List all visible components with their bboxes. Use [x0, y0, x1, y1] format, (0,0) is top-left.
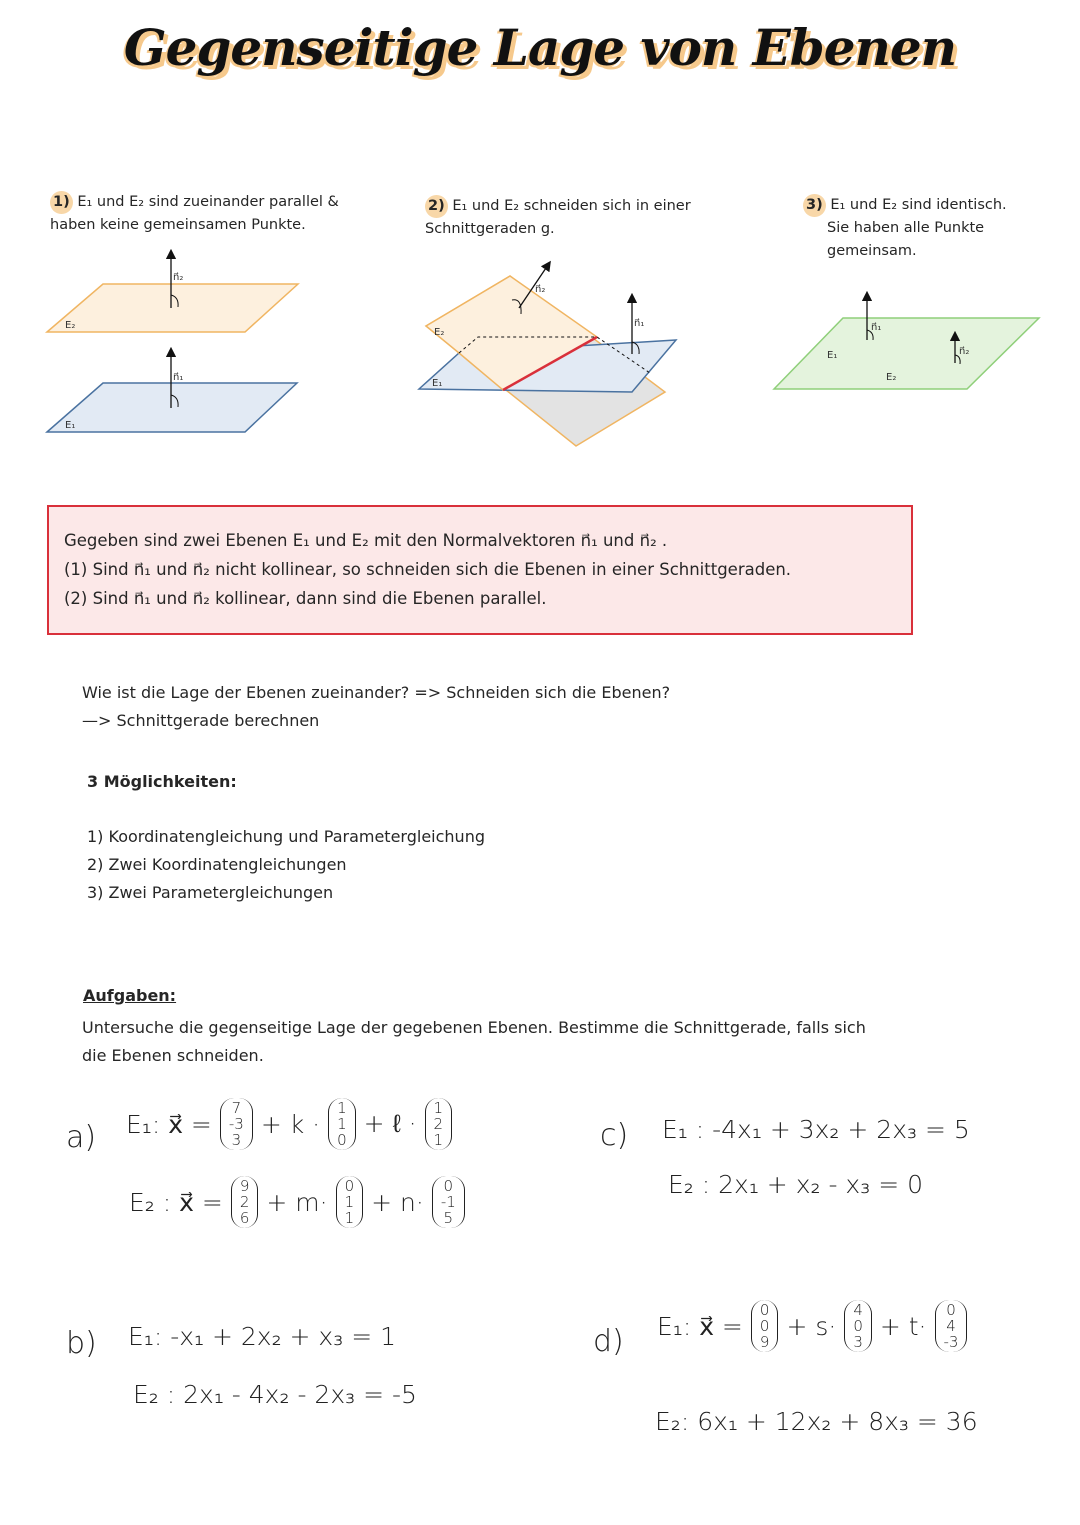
plane-name: E₂ : x⃗ =: [129, 1187, 223, 1217]
parameter: + m·: [266, 1187, 328, 1217]
possibility-item: 3) Zwei Parametergleichungen: [87, 883, 334, 902]
vector-entry: 0: [853, 1317, 863, 1335]
label-n1: n⃗₁: [871, 322, 882, 333]
plane-diagrams: [0, 0, 1080, 470]
question-hint: —> Schnittgerade berechnen: [82, 711, 320, 730]
vector-entry: -3: [943, 1333, 959, 1351]
vector-entry: 6: [239, 1209, 250, 1227]
parameter: + k ·: [260, 1109, 321, 1139]
exercise-b-e2: E₂ : 2x₁ - 4x₂ - 2x₃ = -5: [133, 1380, 417, 1409]
vector-entry: 1: [433, 1099, 444, 1117]
vector-entry: 9: [239, 1177, 250, 1195]
vector-entry: -3: [228, 1115, 244, 1133]
label-n2: n⃗₂: [173, 272, 184, 283]
label-e1: E₁: [65, 420, 76, 431]
case-number: 1): [50, 191, 73, 214]
vector-entry: 3: [231, 1131, 242, 1149]
exercise-d-label: d): [593, 1324, 624, 1359]
exercise-d-e1: [653, 1300, 971, 1352]
plane-name: E₁: x⃗ =: [126, 1109, 212, 1139]
caption-line: E₁ und E₂ sind identisch.: [830, 197, 1007, 213]
vector-entry: 1: [433, 1131, 444, 1149]
plane-name: E₁: x⃗ =: [657, 1311, 743, 1341]
label-e1: E₁: [432, 378, 443, 389]
tasks-text: Untersuche die gegenseitige Lage der gegebenen Ebenen. Bestimme die Schnittgerade, falls sich: [82, 1018, 866, 1037]
label-n1: n⃗₁: [634, 318, 645, 329]
diagram-parallel: [47, 254, 298, 432]
exercise-c-e1: E₁ : -4x₁ + 3x₂ + 2x₃ = 5: [662, 1115, 970, 1144]
vector-entry: 4: [946, 1317, 956, 1335]
exercise-c-e2: E₂ : 2x₁ + x₂ - x₃ = 0: [668, 1170, 923, 1199]
label-n2: n⃗₂: [535, 284, 546, 295]
plane-e1-e2: [774, 318, 1039, 389]
column-vector: [425, 1098, 453, 1150]
column-vector: [432, 1176, 465, 1228]
exercise-b-label: b): [66, 1326, 97, 1361]
parameter: + t·: [879, 1311, 927, 1341]
vector-entry: 2: [239, 1193, 250, 1211]
caption-line: Schnittgeraden g.: [425, 221, 555, 237]
vector-entry: 4: [853, 1301, 863, 1319]
caption-line: E₁ und E₂ schneiden sich in einer: [452, 198, 691, 214]
label-e1: E₁: [827, 350, 838, 361]
label-n1: n⃗₁: [173, 372, 184, 383]
column-vector: [328, 1098, 356, 1150]
caption-line: E₁ und E₂ sind zueinander parallel &: [77, 194, 339, 210]
vector-entry: -1: [440, 1193, 456, 1211]
diagram-intersecting: [419, 265, 676, 446]
parameter: + n·: [371, 1187, 424, 1217]
vector-entry: 7: [231, 1099, 242, 1117]
vector-entry: 0: [759, 1301, 770, 1319]
label-e2: E₂: [434, 327, 445, 338]
column-vector: [336, 1176, 364, 1228]
definition-line: (1) Sind n⃗₁ und n⃗₂ nicht kollinear, so schneiden sich die Ebenen in einer Schnittgeraden.: [64, 560, 792, 579]
vector-entry: 9: [759, 1333, 770, 1351]
column-vector: [231, 1176, 259, 1228]
page-title: Gegenseitige Lage von Ebenen: [123, 18, 957, 77]
parameter: + s·: [786, 1311, 837, 1341]
diagram-identical: [774, 296, 1039, 389]
plane-e1: [47, 383, 297, 432]
exercise-d-e2: E₂: 6x₁ + 12x₂ + 8x₃ = 36: [655, 1407, 978, 1436]
column-vector: [220, 1098, 253, 1150]
label-e2: E₂: [65, 320, 76, 331]
possibilities-heading: 3 Möglichkeiten:: [87, 772, 237, 791]
exercise-a-e1: [122, 1098, 456, 1150]
vector-entry: 0: [344, 1177, 355, 1195]
definition-line: (2) Sind n⃗₁ und n⃗₂ kollinear, dann sind die Ebenen parallel.: [64, 589, 547, 608]
caption-line: gemeinsam.: [827, 243, 917, 259]
vector-entry: 3: [853, 1333, 863, 1351]
possibility-item: 2) Zwei Koordinatengleichungen: [87, 855, 347, 874]
vector-entry: 0: [759, 1317, 770, 1335]
tasks-text: die Ebenen schneiden.: [82, 1046, 264, 1065]
case-number: 2): [425, 195, 448, 218]
vector-entry: 0: [337, 1131, 347, 1149]
caption-line: haben keine gemeinsamen Punkte.: [50, 217, 306, 233]
definition-line: Gegeben sind zwei Ebenen E₁ und E₂ mit den Normalvektoren n⃗₁ und n⃗₂ .: [64, 531, 668, 550]
vector-entry: 2: [433, 1115, 444, 1133]
label-e2: E₂: [886, 372, 897, 383]
vector-entry: 1: [344, 1193, 355, 1211]
vector-entry: 0: [443, 1177, 454, 1195]
column-vector: [844, 1300, 872, 1352]
exercise-a-e2: [125, 1176, 469, 1228]
label-n2: n⃗₂: [959, 346, 970, 357]
question-text: Wie ist die Lage der Ebenen zueinander? => Schneiden sich die Ebenen?: [82, 683, 671, 702]
vector-entry: 1: [344, 1209, 355, 1227]
possibility-item: 1) Koordinatengleichung und Parametergleichung: [87, 827, 485, 846]
parameter: + ℓ ·: [363, 1109, 417, 1138]
case-number: 3): [803, 194, 826, 217]
vector-entry: 5: [443, 1209, 454, 1227]
column-vector: [751, 1300, 779, 1352]
caption-line: Sie haben alle Punkte: [827, 220, 985, 236]
plane-e2: [47, 284, 298, 332]
tasks-heading: Aufgaben:: [83, 986, 177, 1005]
vector-entry: 1: [337, 1115, 347, 1133]
exercise-b-e1: E₁: -x₁ + 2x₂ + x₃ = 1: [128, 1322, 396, 1351]
vector-entry: 0: [946, 1301, 956, 1319]
exercise-a-label: a): [66, 1120, 97, 1155]
vector-entry: 1: [337, 1099, 347, 1117]
column-vector: [935, 1300, 968, 1352]
exercise-c-label: c): [600, 1118, 629, 1153]
